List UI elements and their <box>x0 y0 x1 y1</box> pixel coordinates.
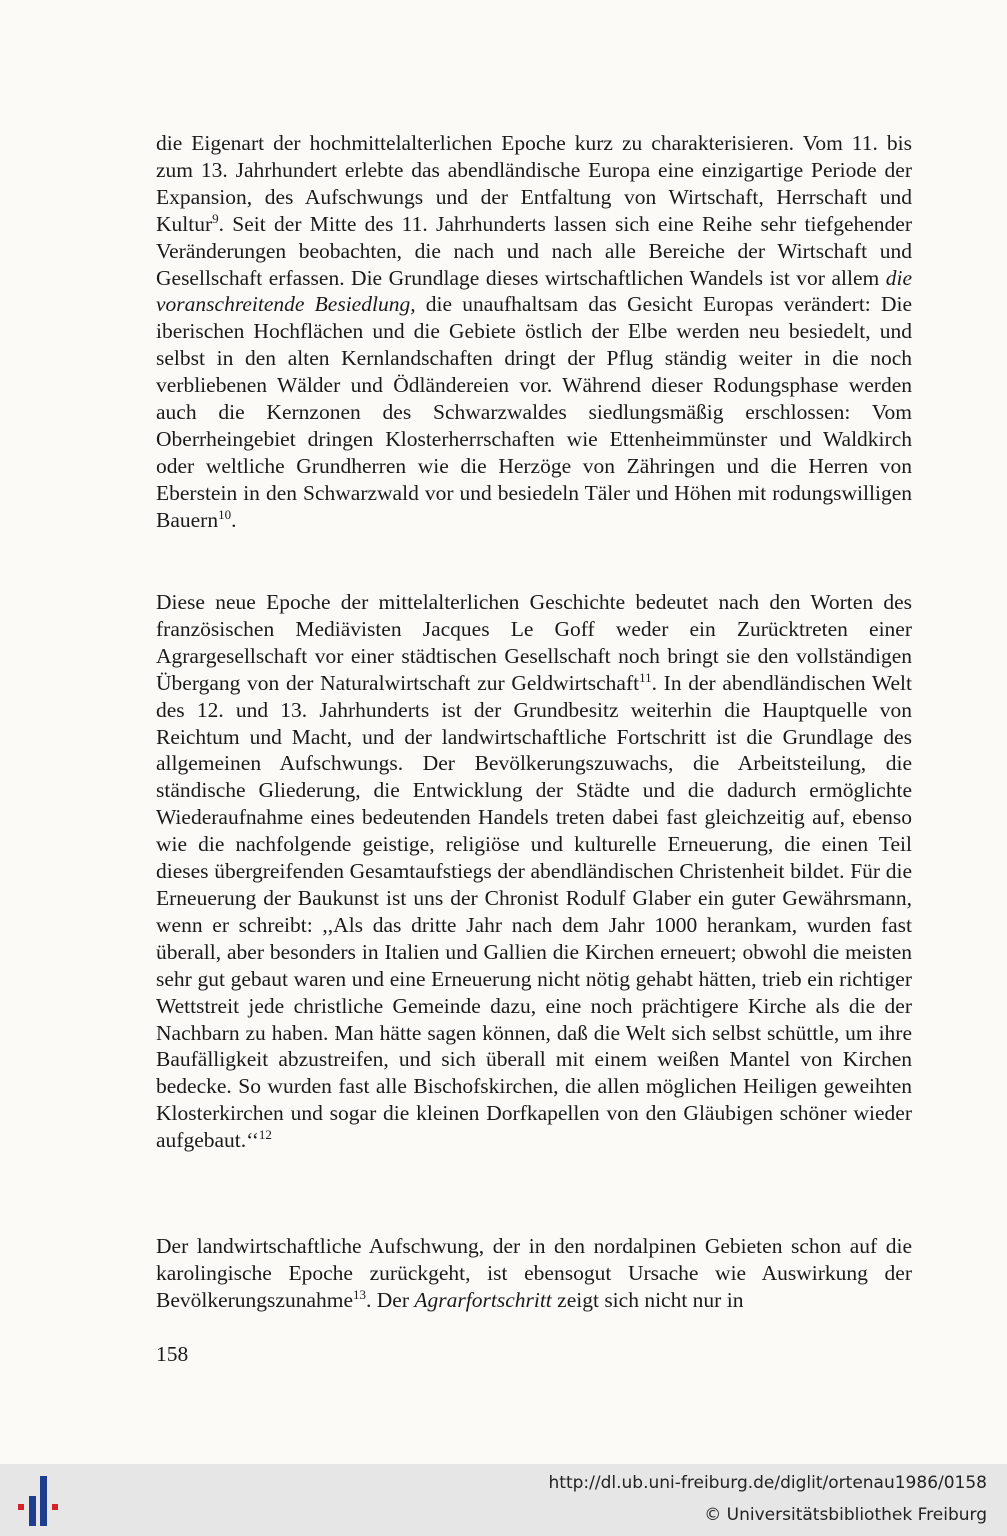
emphasis-text: die voranschreitende Besiedlung, <box>156 265 912 317</box>
text-run: Diese neue Epoche der mittelalterlichen Geschichte bedeutet nach den Worten des französischen Mediävisten Jacques Le Goff weder ein Zurücktreten einer Agrargesellschaft vor einer städtischen Gesellschaft noch bringt sie den vollständigen Übergang von der Naturalwirtschaft zur Geldwirtschaft <box>156 590 912 695</box>
emphasis-text: Agrarfortschritt <box>414 1287 552 1312</box>
text-run: . Der <box>366 1287 415 1312</box>
text-run: die Eigenart der hochmittelalterlichen Epoche kurz zu charakterisieren. Vom 11. bis zum 13. Jahrhundert erlebte das abendländische Europa eine einzigartige Periode der Expansion, des Aufschwungs und der Entfaltung von Wirtschaft, Herrschaft und Kultur <box>156 131 912 236</box>
text-run: . <box>231 507 237 532</box>
text-run: zeigt sich nicht nur in <box>551 1287 744 1312</box>
paragraph-3 <box>156 1233 912 1314</box>
source-url-link[interactable]: http://dl.ub.uni-freiburg.de/diglit/ortenau1986/0158 <box>548 1473 987 1493</box>
footnote-ref: 13 <box>353 1286 367 1302</box>
copyright-text: © Universitätsbibliothek Freiburg <box>704 1505 987 1525</box>
footnote-ref: 12 <box>258 1126 272 1142</box>
ub-freiburg-logo-icon <box>12 1474 64 1530</box>
footnote-ref: 10 <box>218 506 232 522</box>
paragraph-2 <box>156 589 912 1154</box>
text-run: . Seit der Mitte des 11. Jahrhunderts lassen sich eine Reihe sehr tiefgehender Veränderungen beobachten, die nach und nach alle Bereiche der Wirtschaft und Gesellschaft erfassen. Die Grundlage dieses wirtschaftlichen Wandels ist vor allem <box>156 211 912 290</box>
paragraph-1 <box>156 130 912 534</box>
footnote-ref: 11 <box>639 669 652 685</box>
text-run: . In der abendländischen Welt des 12. und 13. Jahrhunderts ist der Grundbesitz weiterhin die Hauptquelle von Reichtum und Macht, und der landwirtschaftliche Fortschritt ist die Grundlage des allgemeinen Aufschwungs. Der Bevölkerungszuwachs, die Arbeitsteilung, die ständische Gliederung, die Entwicklung der Städte und die dadurch ermöglichte Wiederaufnahme eines bedeutenden Handels treten dabei fast gleichzeitig auf, ebenso wie die nachfolgende geistige, religiöse und kulturelle Erneuerung, die einen Teil dieses übergreifenden Gesamtaufstiegs der abendländischen Christenheit bildet. Für die Erneuerung der Baukunst ist uns der Chronist Rodulf Glaber ein guter Gewährsmann, wenn er schreibt: ,,Als das dritte Jahr nach dem Jahr 1000 herankam, wurden fast überall, aber besonders in Italien und Gallien die Kirchen erneuert; obwohl die meisten sehr gut gebaut waren und eine Erneuerung nicht nötig gehabt hätten, trieb ein richtiger Wettstreit jede christliche Gemeinde dazu, eine noch prächtigere Kirche als die der Nachbarn zu haben. Man hätte sagen können, daß die Welt sich selbst schüttle, um ihre Baufälligkeit abzustreifen, und sich überall mit einem weißen Mantel von Kirchen bedecke. So wurden fast alle Bischofskirchen, die allen möglichen Heiligen geweihten Klosterkirchen und sogar die kleinen Dorfkapellen von den Gläubigen schöner wieder aufgebaut.‘‘ <box>156 670 912 1153</box>
footnote-ref: 9 <box>212 210 219 226</box>
text-run: Der landwirtschaftliche Aufschwung, der in den nordalpinen Gebieten schon auf die karolingische Epoche zurückgeht, ist ebensogut Ursache wie Auswirkung der Bevölkerungszunahme <box>156 1234 912 1312</box>
text-run: die unaufhaltsam das Gesicht Europas verändert: Die iberischen Hochflächen und die Gebiete östlich der Elbe werden neu besiedelt, und selbst in den alten Kernlandschaften dringt der Pflug ständig weiter in die noch verbliebenen Wälder und Ödländereien vor. Während dieser Rodungsphase werden auch die Kernzonen des Schwarzwaldes siedlungsmäßig erschlossen: Vom Oberrheingebiet dringen Klosterherrschaften wie Ettenheimmünster und Waldkirch oder weltliche Grundherren wie die Herzöge von Zähringen und die Herren von Eberstein in den Schwarzwald vor und besiedeln Täler und Höhen mit rodungswilligen Bauern <box>156 292 912 532</box>
page-number: 158 <box>156 1342 189 1366</box>
